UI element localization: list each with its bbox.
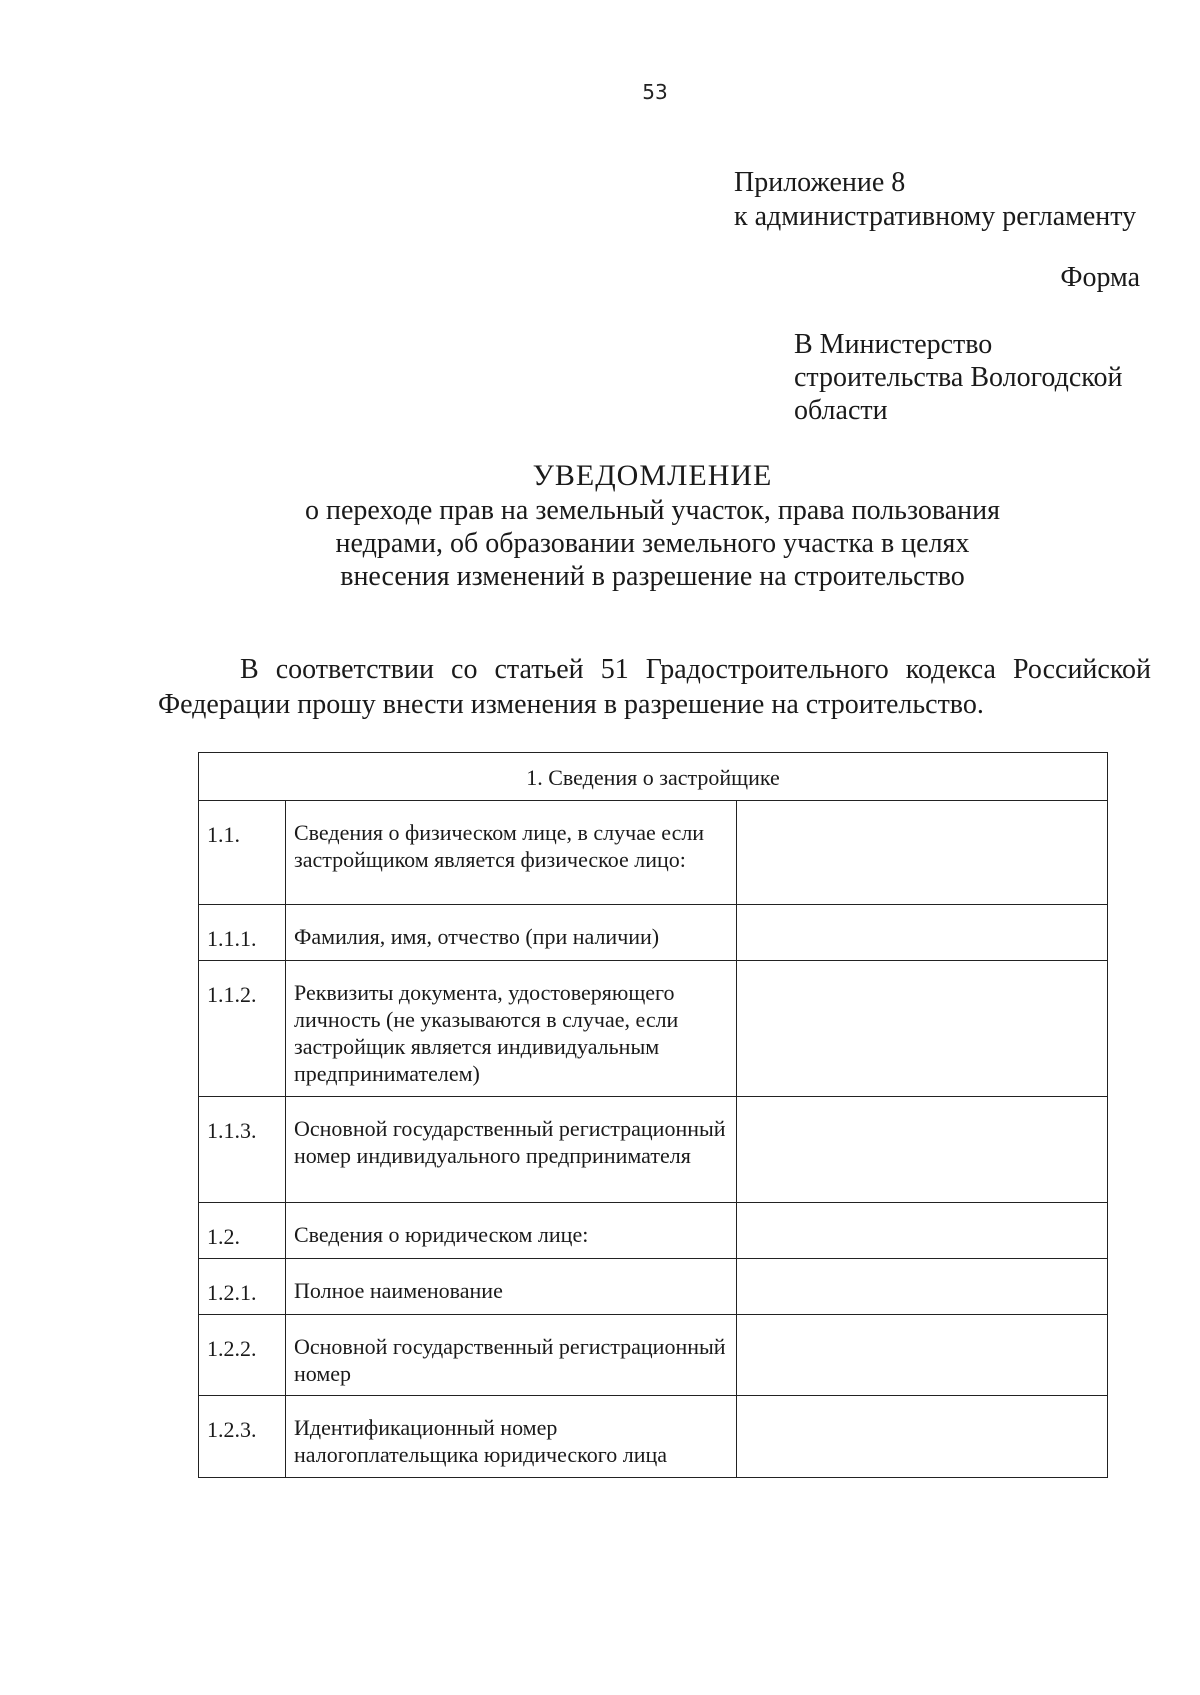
row-value-field[interactable] bbox=[737, 1203, 1108, 1259]
table-row bbox=[199, 1315, 1108, 1396]
row-number: 1.1.3. bbox=[199, 1097, 286, 1203]
row-value-field[interactable] bbox=[737, 1396, 1108, 1478]
row-number: 1.1.1. bbox=[199, 905, 286, 961]
table-row bbox=[199, 905, 1108, 961]
section-title: 1. Сведения о застройщике bbox=[199, 753, 1108, 801]
row-number: 1.2. bbox=[199, 1203, 286, 1259]
row-number: 1.2.1. bbox=[199, 1259, 286, 1315]
appendix-line-2: к административному регламенту bbox=[734, 201, 1137, 232]
row-label: Идентификационный номер налогоплательщика юридического лица bbox=[286, 1396, 737, 1478]
row-number: 1.2.3. bbox=[199, 1396, 286, 1478]
developer-info-table bbox=[198, 752, 1108, 1478]
addressee-line-2: строительства Вологодской bbox=[794, 362, 1123, 393]
table-row bbox=[199, 961, 1108, 1097]
table-row bbox=[199, 801, 1108, 905]
row-value-field[interactable] bbox=[737, 1097, 1108, 1203]
section-header-row bbox=[199, 753, 1108, 801]
subtitle-line-1: о переходе прав на земельный участок, права пользования bbox=[305, 495, 1000, 526]
row-number: 1.1.2. bbox=[199, 961, 286, 1097]
row-value-field[interactable] bbox=[737, 1259, 1108, 1315]
row-label: Основной государственный регистрационный номер индивидуального предпринимателя bbox=[286, 1097, 737, 1203]
intro-paragraph: В соответствии со статьей 51 Градостроительного кодекса Российской Федерации прошу внести изменения в разрешение на строительство. bbox=[158, 654, 1151, 720]
table-row bbox=[199, 1203, 1108, 1259]
table-row bbox=[199, 1259, 1108, 1315]
row-value-field[interactable] bbox=[737, 961, 1108, 1097]
appendix-line-1: Приложение 8 bbox=[734, 167, 906, 198]
row-label: Фамилия, имя, отчество (при наличии) bbox=[286, 905, 737, 961]
row-label: Сведения о юридическом лице: bbox=[286, 1203, 737, 1259]
row-value-field[interactable] bbox=[737, 801, 1108, 905]
row-label: Полное наименование bbox=[286, 1259, 737, 1315]
subtitle-line-3: внесения изменений в разрешение на строительство bbox=[340, 561, 965, 592]
addressee-line-1: В Министерство bbox=[794, 329, 993, 360]
addressee-line-3: области bbox=[794, 395, 888, 426]
row-label: Основной государственный регистрационный номер bbox=[286, 1315, 737, 1396]
form-label: Форма bbox=[1060, 262, 1140, 293]
table-row bbox=[199, 1396, 1108, 1478]
appendix-header bbox=[734, 166, 1136, 234]
row-number: 1.2.2. bbox=[199, 1315, 286, 1396]
row-value-field[interactable] bbox=[737, 1315, 1108, 1396]
page-number: 53 bbox=[642, 80, 668, 104]
addressee bbox=[794, 328, 1154, 427]
row-value-field[interactable] bbox=[737, 905, 1108, 961]
document-title: УВЕДОМЛЕНИЕ bbox=[532, 459, 773, 492]
table-row bbox=[199, 1097, 1108, 1203]
row-number: 1.1. bbox=[199, 801, 286, 905]
title-block bbox=[200, 458, 1105, 593]
subtitle-line-2: недрами, об образовании земельного участка в целях bbox=[335, 528, 970, 559]
row-label: Сведения о физическом лице, в случае если застройщиком является физическое лицо: bbox=[286, 801, 737, 905]
row-label: Реквизиты документа, удостоверяющего личность (не указываются в случае, если застройщик является индивидуальным предпринимателем) bbox=[286, 961, 737, 1097]
